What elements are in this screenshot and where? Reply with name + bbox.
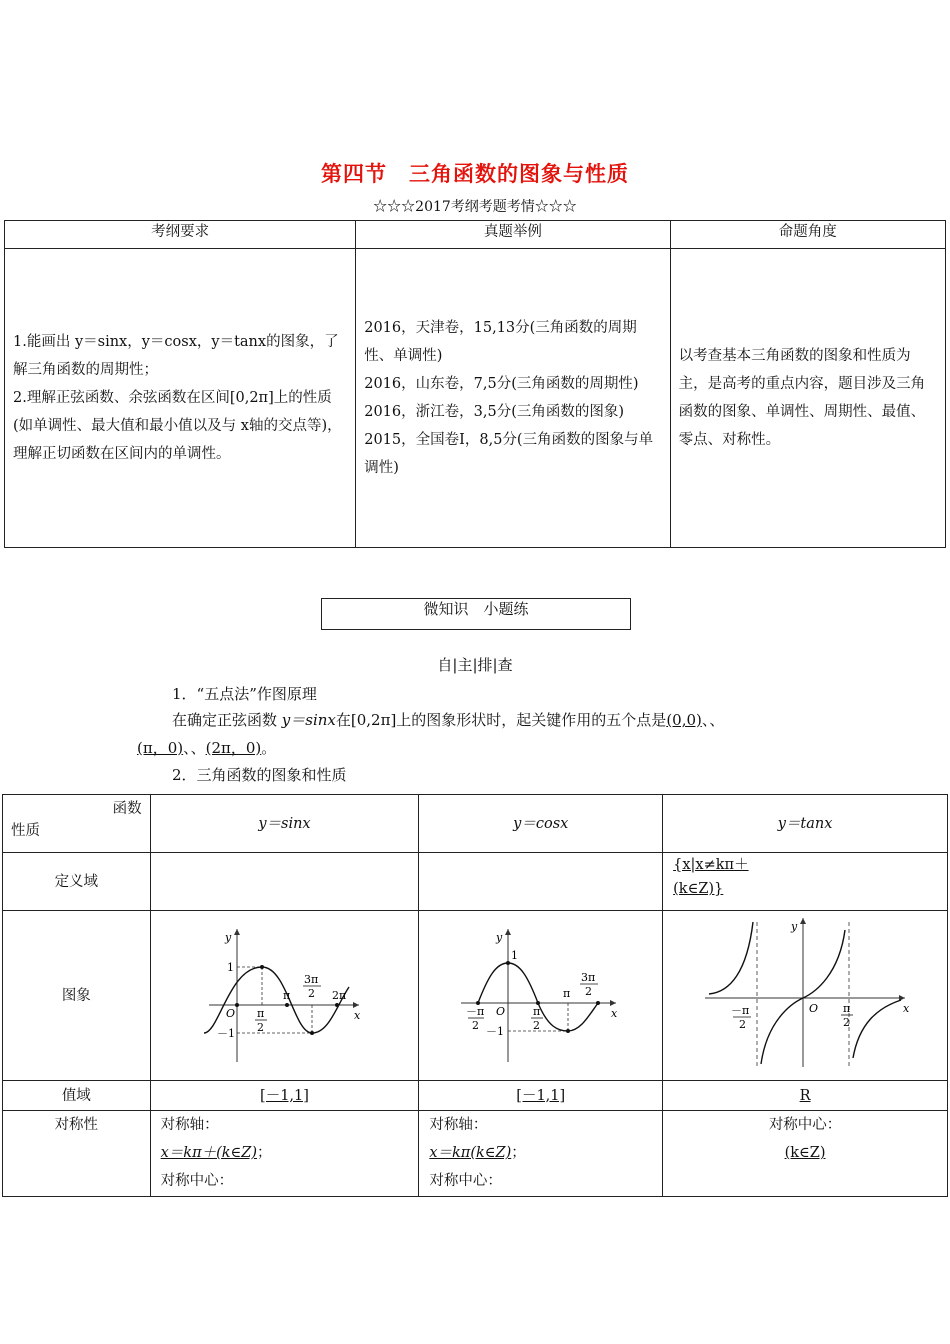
cos-y-label: y <box>495 930 502 944</box>
example-item: 2016，山东卷，7,5分(三角函数的周期性) <box>364 376 639 392</box>
sin-half-pi-den: 2 <box>257 1020 265 1034</box>
sin-neg-one-label: －1 <box>217 1026 236 1040</box>
graph-tan-cell <box>663 911 948 1081</box>
header-angle: 命题角度 <box>670 221 945 249</box>
cos-x-label: x <box>610 1006 617 1020</box>
sin-origin-label: O <box>226 1006 236 1020</box>
tan-neg-half-pi-num: －π <box>731 1003 750 1017</box>
sin-x-label: x <box>354 1008 361 1022</box>
cos-origin-label: O <box>495 1004 505 1018</box>
example-item: 2016，浙江卷，3,5分(三角函数的图象) <box>364 404 625 420</box>
sin-2pi-label: 2π <box>332 988 347 1002</box>
cos-half-pi-den: 2 <box>532 1018 540 1032</box>
section-title: 自|主|排|查 <box>437 656 513 674</box>
point1-heading: 1．“五点法”作图原理 <box>172 685 317 703</box>
tan-graph <box>695 912 915 1072</box>
domain-tan: {x|x≠kπ＋ (k∈Z)} <box>663 853 948 911</box>
sin-3pi-den: 2 <box>308 986 316 1000</box>
graph-label: 图象 <box>3 911 151 1081</box>
cos-neg-half-pi-den: 2 <box>471 1018 479 1032</box>
symmetry-label: 对称性 <box>3 1111 151 1197</box>
exam-table <box>4 220 946 548</box>
sin-graph <box>199 917 369 1067</box>
key-point-3: (π，0) <box>137 739 184 757</box>
cos-3pi-num: 3π <box>580 970 595 984</box>
tan-y-label: y <box>791 919 798 933</box>
header-examples: 真题举例 <box>356 221 670 249</box>
point1-line2: (π，0)、、(2π，0)。 <box>137 739 277 757</box>
page-subtitle: ☆☆☆2017考纲考题考情☆☆☆ <box>373 199 577 215</box>
sin-half-pi-num: π <box>257 1006 265 1020</box>
graph-cos-cell <box>419 911 663 1081</box>
tan-neg-half-pi-den: 2 <box>739 1017 747 1031</box>
point2-heading: 2．三角函数的图象和性质 <box>172 766 347 784</box>
header-requirements: 考纲要求 <box>5 221 356 249</box>
cos-neg-one-label: －1 <box>485 1024 504 1038</box>
key-point-1: (0,0) <box>666 711 702 729</box>
cos-3pi-den: 2 <box>584 984 592 998</box>
cos-pi-label: π <box>562 986 570 1000</box>
cos-graph <box>456 917 626 1067</box>
page-title: 第四节 三角函数的图象与性质 <box>321 162 629 186</box>
tan-x-label: x <box>903 1001 910 1015</box>
symmetry-cos: 对称轴： x＝kπ(k∈Z)； 对称中心： <box>419 1111 663 1197</box>
tan-origin-label: O <box>809 1001 819 1015</box>
cos-one-label: 1 <box>510 948 518 962</box>
graph-sin-cell <box>150 911 419 1081</box>
example-item: 2016，天津卷，15,13分(三角函数的周期性、单调性) <box>364 320 637 364</box>
range-label: 值域 <box>3 1081 151 1111</box>
sin-one-label: 1 <box>227 960 235 974</box>
sin-3pi-num: 3π <box>304 972 319 986</box>
symmetry-sin: 对称轴： x＝kπ＋(k∈Z)； 对称中心： <box>150 1111 419 1197</box>
section-box: 微知识 小题练 <box>321 598 631 630</box>
domain-cos <box>419 853 663 911</box>
cos-half-pi-num: π <box>532 1004 540 1018</box>
cos-axis-answer: x＝kπ(k∈Z) <box>429 1145 512 1161</box>
tan-branch-left <box>709 922 753 994</box>
range-cos: [－1,1] <box>419 1081 663 1111</box>
symmetry-tan: 对称中心： (k∈Z) <box>663 1111 948 1197</box>
tan-center-answer: (k∈Z) <box>784 1145 826 1161</box>
sin-pi-label: π <box>283 988 291 1002</box>
angle-cell: 以考查基本三角函数的图象和性质为主，是高考的重点内容，题目涉及三角函数的图象、单调性、周期性、最值、零点、对称性。 <box>670 249 945 548</box>
key-point-5: (2π，0) <box>205 739 262 757</box>
requirement-item: 1.能画出 y＝sinx，y＝cosx，y＝tanx的图象，了解三角函数的周期性； <box>13 334 339 378</box>
point1-line1: 在确定正弦函数 y＝sinx在[0,2π]上的图象形状时，起关键作用的五个点是(0,0)、、 <box>172 711 725 729</box>
domain-sin <box>150 853 419 911</box>
range-tan: R <box>663 1081 948 1111</box>
tan-half-pi-num: π <box>843 1001 851 1015</box>
examples-cell <box>356 249 670 548</box>
corner-cell: 函数 性质 <box>3 795 151 853</box>
example-item: 2015，全国卷Ⅰ，8,5分(三角函数的图象与单调性) <box>364 432 654 476</box>
sin-axis-answer: x＝kπ＋(k∈Z) <box>160 1145 258 1161</box>
header-cos: y＝cosx <box>419 795 663 853</box>
tan-branch-right <box>853 1000 901 1058</box>
range-sin: [－1,1] <box>150 1081 419 1111</box>
props-table <box>2 794 948 1197</box>
domain-label: 定义域 <box>3 853 151 911</box>
requirement-item: 2.理解正弦函数、余弦函数在区间[0,2π]上的性质(如单调性、最大值和最小值以及与 x轴的交点等)，理解正切函数在区间内的单调性。 <box>13 390 342 462</box>
header-tan: y＝tanx <box>663 795 948 853</box>
cos-neg-half-pi-num: －π <box>465 1004 484 1018</box>
sin-curve <box>204 967 349 1033</box>
tan-half-pi-den: 2 <box>843 1015 851 1029</box>
sin-y-label: y <box>225 930 232 944</box>
header-sin: y＝sinx <box>150 795 419 853</box>
requirements-cell <box>5 249 356 548</box>
